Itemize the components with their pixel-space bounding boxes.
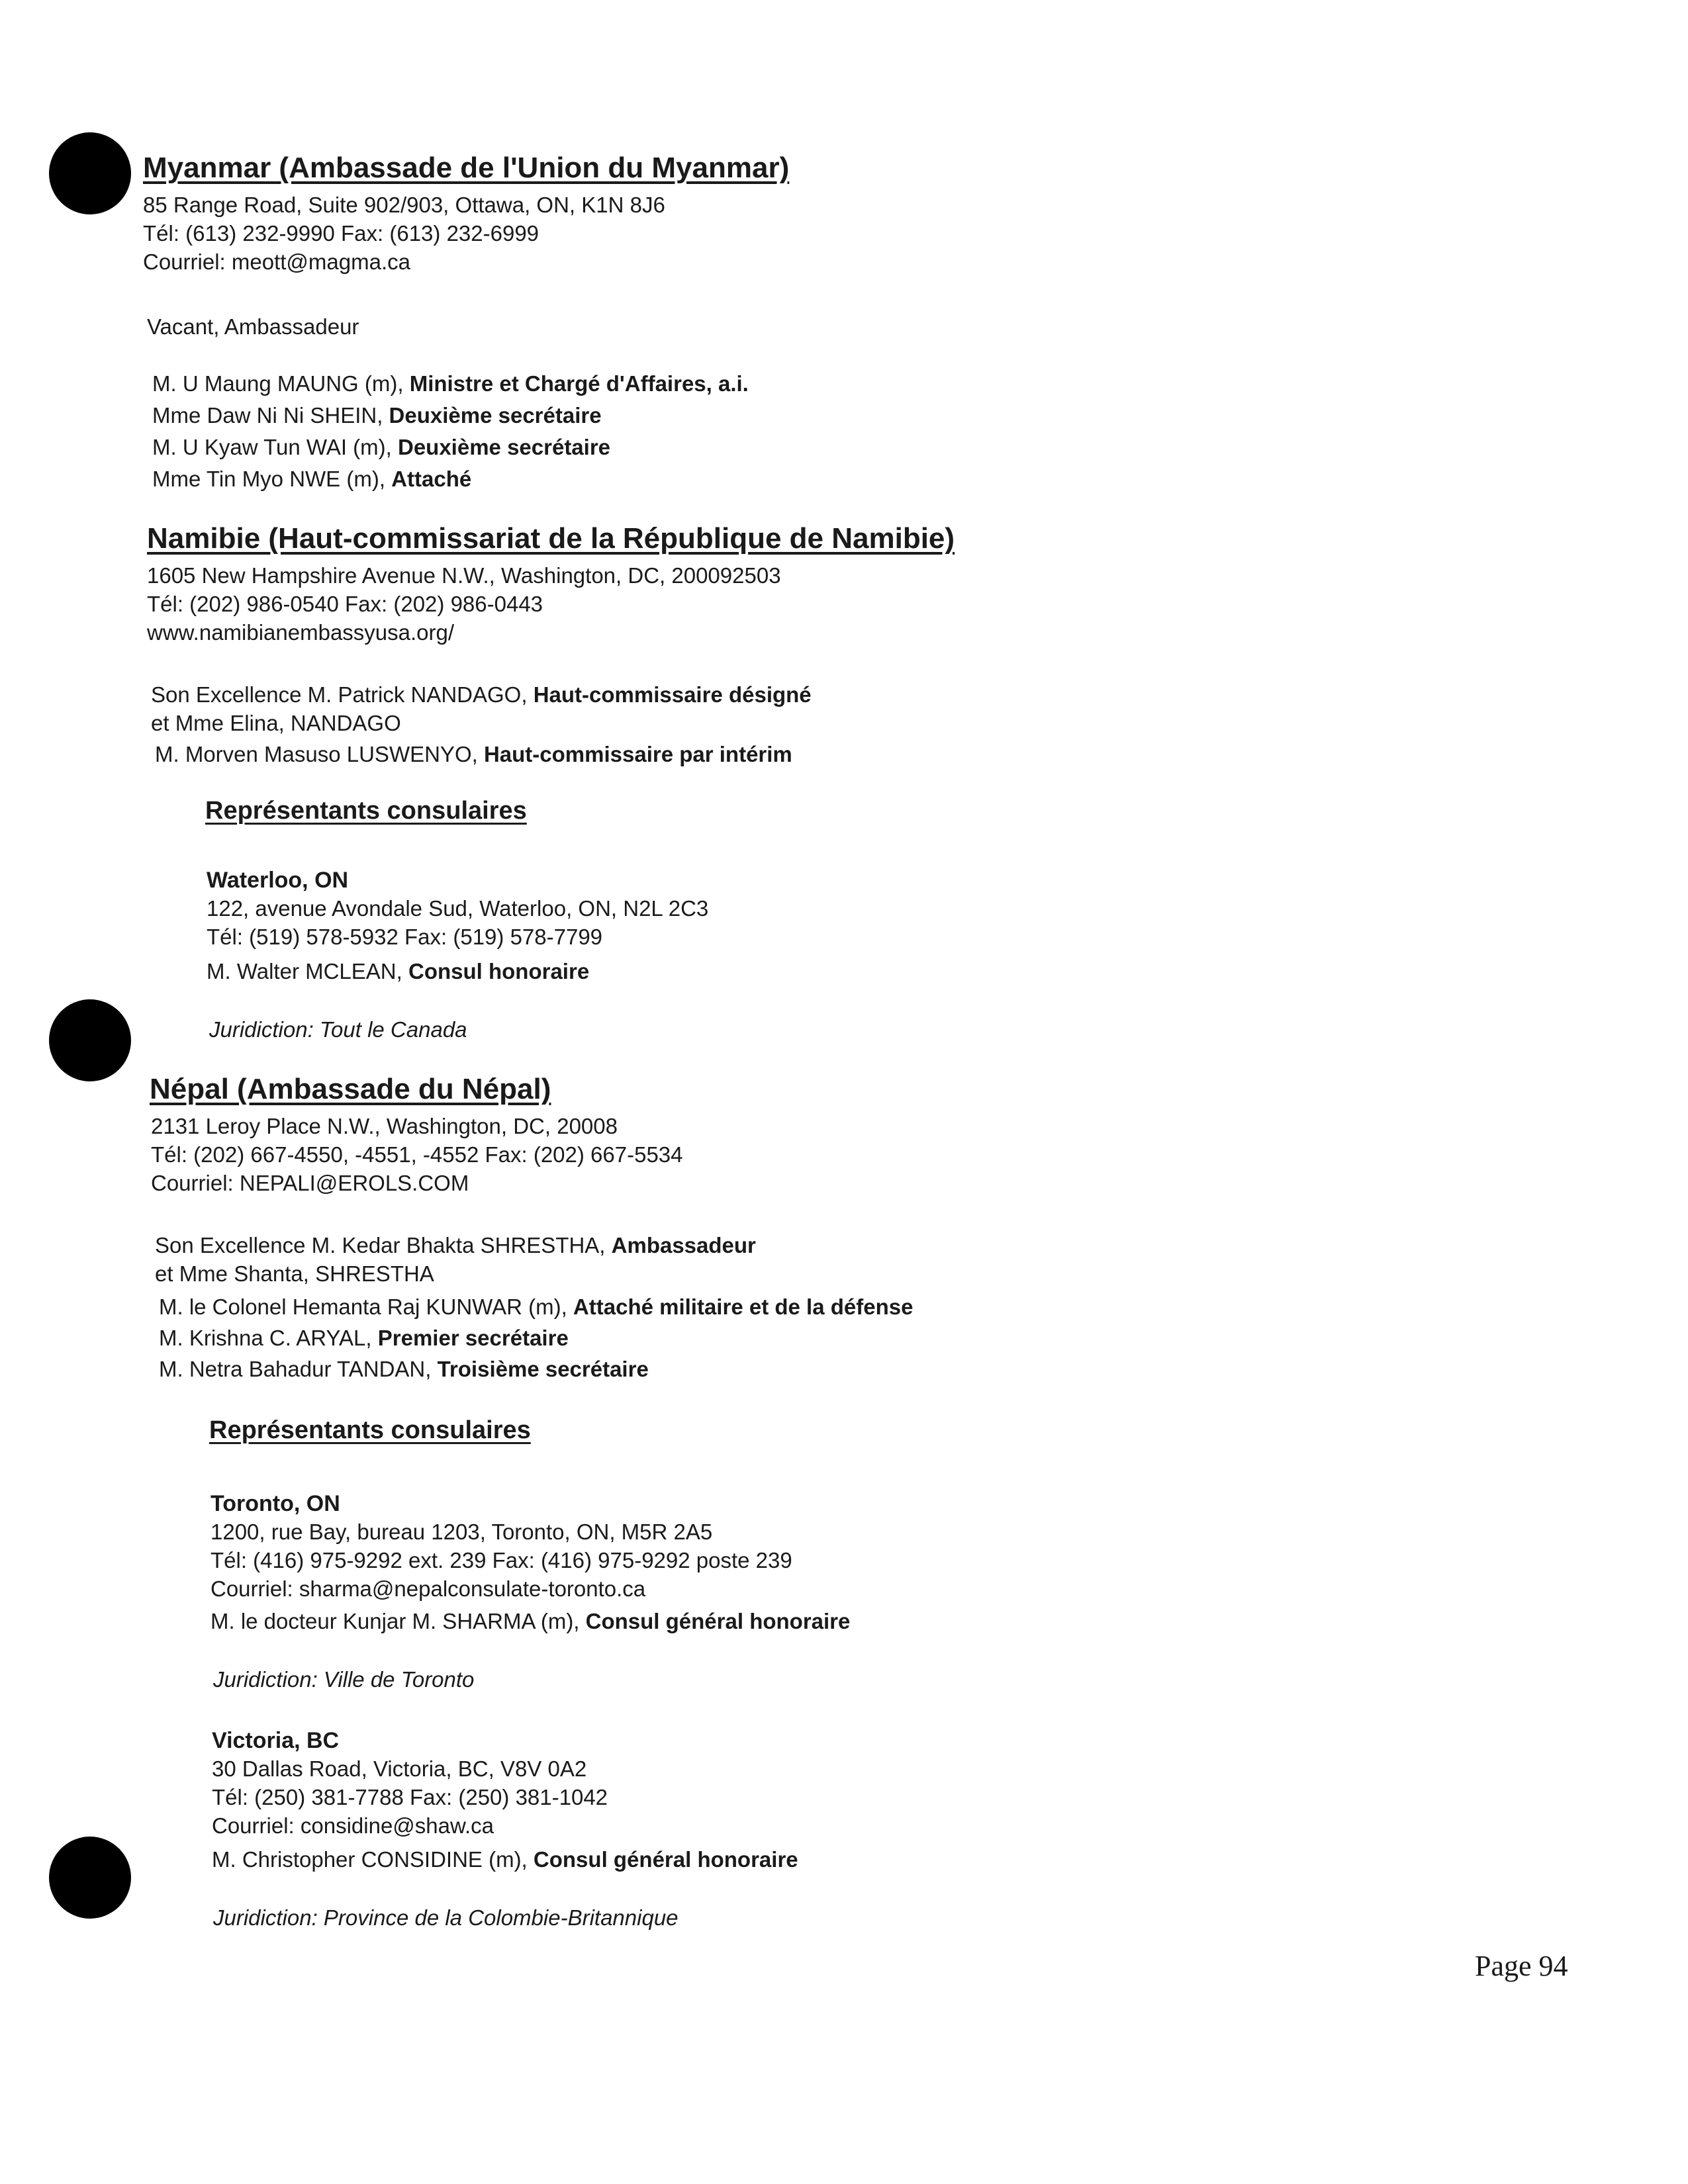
staff-line [155,1232,756,1259]
country-heading-namibie: Namibie (Haut-commissariat de la République de Namibie) [147,522,955,555]
consul-name: M. Walter MCLEAN, [207,959,408,983]
consulate-address: 30 Dallas Road, Victoria, BC, V8V 0A2 [212,1756,587,1781]
consulate-city: Victoria, BC [212,1728,340,1753]
staff-title: Deuxième secrétaire [389,403,602,428]
staff-line [152,402,602,429]
consulate-address: 1200, rue Bay, bureau 1203, Toronto, ON, M5R 2A5 [211,1520,713,1544]
address: 1605 New Hampshire Avenue N.W., Washington, DC, 200092503 [147,563,781,588]
consul-line [212,1846,798,1873]
staff-title: Haut-commissaire désigné [533,682,812,707]
consulate-email: Courriel: considine@shaw.ca [212,1813,494,1838]
staff-line [159,1356,649,1383]
email: Courriel: meott@magma.ca [143,250,410,274]
jurisdiction: Juridiction: Ville de Toronto [213,1667,475,1692]
staff-name: M. Netra Bahadur TANDAN, [159,1357,438,1381]
consul-title: Consul honoraire [408,959,590,983]
vacant-ambassador: Vacant, Ambassadeur [147,314,359,339]
staff-name: Mme Tin Myo NWE (m), [152,467,392,491]
staff-line [159,1325,569,1351]
consul-title: Consul général honoraire [585,1609,851,1633]
staff-title: Attaché militaire et de la défense [573,1295,914,1319]
staff-line [155,1261,434,1287]
staff-title: Haut-commissaire par intérim [483,742,792,766]
staff-name: M. U Maung MAUNG (m), [152,371,410,396]
punch-hole-top [49,132,131,214]
phone-fax: Tél: (202) 667-4550, -4551, -4552 Fax: (202) 667-5534 [151,1142,683,1167]
country-heading-myanmar: Myanmar (Ambassade de l'Union du Myanmar) [143,152,790,184]
consular-heading: Représentants consulaires [205,797,527,825]
punch-hole-middle [49,999,131,1081]
consulate-phone-fax: Tél: (250) 381-7788 Fax: (250) 381-1042 [212,1785,608,1809]
staff-line [159,1294,913,1320]
punch-hole-bottom [49,1837,131,1919]
staff-line [151,682,812,708]
consulate-city: Toronto, ON [211,1491,340,1516]
consulate-phone-fax: Tél: (416) 975-9292 ext. 239 Fax: (416) 975-9292 poste 239 [211,1548,792,1572]
consul-name: M. Christopher CONSIDINE (m), [212,1847,534,1872]
jurisdiction: Juridiction: Province de la Colombie-Britannique [213,1905,679,1930]
staff-name: M. Morven Masuso LUSWENYO, [155,742,484,766]
staff-title: Deuxième secrétaire [397,435,611,459]
staff-name: M. U Kyaw Tun WAI (m), [152,435,398,459]
staff-name: et Mme Shanta, SHRESTHA [155,1261,434,1286]
staff-title: Attaché [391,467,472,491]
consulate-address: 122, avenue Avondale Sud, Waterloo, ON, N2L 2C3 [207,896,709,921]
consul-name: M. le docteur Kunjar M. SHARMA (m), [211,1609,586,1633]
staff-title: Ministre et Chargé d'Affaires, a.i. [409,371,749,396]
staff-line [152,434,610,461]
website: www.namibianembassyusa.org/ [147,620,455,645]
staff-name: Son Excellence M. Kedar Bhakta SHRESTHA, [155,1233,612,1257]
phone-fax: Tél: (613) 232-9990 Fax: (613) 232-6999 [143,221,539,246]
staff-name: M. Krishna C. ARYAL, [159,1326,378,1350]
address: 85 Range Road, Suite 902/903, Ottawa, ON, K1N 8J6 [143,193,665,217]
staff-title: Troisième secrétaire [437,1357,649,1381]
staff-name: M. le Colonel Hemanta Raj KUNWAR (m), [159,1295,573,1319]
page-number: Page 94 [1475,1950,1568,1982]
phone-fax: Tél: (202) 986-0540 Fax: (202) 986-0443 [147,592,543,616]
consulate-phone-fax: Tél: (519) 578-5932 Fax: (519) 578-7799 [207,925,603,949]
consular-heading: Représentants consulaires [209,1416,531,1444]
staff-name: et Mme Elina, NANDAGO [151,711,401,735]
staff-name: Son Excellence M. Patrick NANDAGO, [151,682,534,707]
staff-line [152,466,471,492]
staff-name: Mme Daw Ni Ni SHEIN, [152,403,389,428]
country-heading-nepal: Népal (Ambassade du Népal) [150,1073,551,1105]
staff-title: Ambassadeur [611,1233,756,1257]
jurisdiction: Juridiction: Tout le Canada [209,1017,467,1042]
consul-line [211,1608,850,1635]
consulate-city: Waterloo, ON [207,868,349,893]
staff-line [155,741,792,768]
staff-title: Premier secrétaire [377,1326,569,1350]
staff-line [151,710,401,737]
consul-line [207,958,589,985]
email: Courriel: NEPALI@EROLS.COM [151,1171,469,1195]
consulate-email: Courriel: sharma@nepalconsulate-toronto.ca [211,1576,646,1601]
consul-title: Consul général honoraire [533,1847,798,1872]
address: 2131 Leroy Place N.W., Washington, DC, 20008 [151,1114,618,1138]
staff-line [152,371,749,397]
